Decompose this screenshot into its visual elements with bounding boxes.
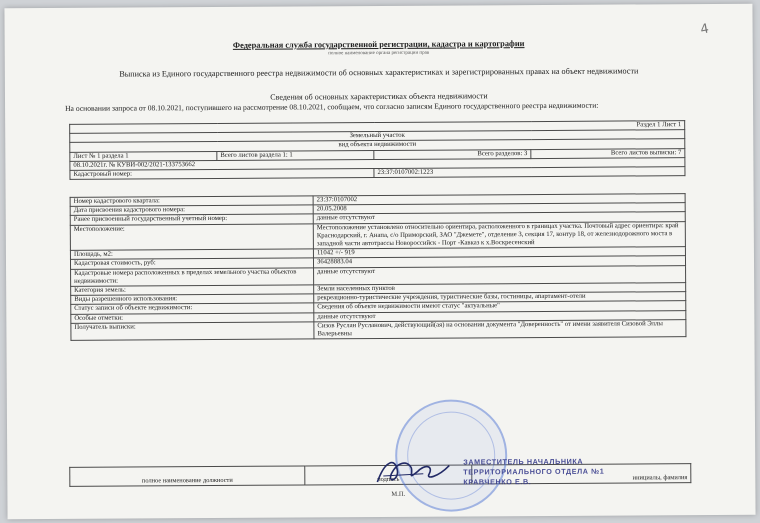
row-value: рекреационно-туристические учреждения, туристические базы, гостиницы, апартамент-отели	[314, 292, 686, 303]
row-label: Дата присвоения кадастрового номера:	[70, 205, 313, 216]
table-row	[71, 319, 686, 340]
handwritten-page-mark: 4	[699, 21, 710, 38]
row-label: Площадь, м2:	[70, 249, 313, 260]
cadastral-value: 23:37:0107002:1223	[374, 167, 685, 178]
row-label: Номер кадастрового квартала:	[70, 196, 313, 207]
row-value: Сведения об объекте недвижимости имеют статус "актуальные"	[314, 301, 686, 312]
total-sections: Всего разделов: 3	[374, 149, 531, 159]
agency-subtitle: полное наименование органа регистрации прав	[328, 50, 430, 57]
stamp-place-mark: М.П.	[391, 490, 406, 498]
cadastral-label: Кадастровый номер:	[70, 169, 374, 180]
name-label: инициалы, фамилия	[472, 464, 691, 484]
total-sheets-section: Всего листов раздела 1: 1	[217, 150, 374, 160]
object-type: Земельный участок	[70, 130, 685, 143]
row-label: Ранее присвоенный государственный учетный номер:	[70, 214, 313, 225]
row-label: Кадастровая стоимость, руб:	[70, 258, 313, 269]
row-value: Местоположение установлено относительно ориентира, расположенного в границах участка. Почтовый адрес ориентира: край Краснодарский, г. Анапа, с/о Приморский, ЗАО "Джемете", отделение 3, секция 17, контур 18, от железнодорожного моста в западной части автотрассы Новороссийск - Порт -Кавказ к х.Воскресенский	[313, 221, 685, 249]
row-label: Категория земель:	[71, 285, 314, 296]
object-type-label: вид объекта недвижимости	[70, 139, 685, 152]
characteristics-table	[70, 193, 687, 341]
row-value: Сизов Руслан Русланович, действующий(ая) на основании документа "Доверенность" от имени заявителя Сизовой Эллы Валерьевны	[314, 319, 686, 339]
table-row	[70, 221, 685, 250]
extract-title: Выписка из Единого государственного реестра недвижимости об основных характеристиках и зарегистрированных правах на объект недвижимости	[119, 66, 639, 79]
row-label: Особые отметки:	[71, 313, 314, 324]
row-value: 36428883.04	[313, 256, 685, 267]
row-value: данные отсутствуют	[314, 310, 686, 321]
official-stamp-text: ЗАМЕСТИТЕЛЬ НАЧАЛЬНИКА ТЕРРИТОРИАЛЬНОГО ОТДЕЛА №1 КРАВЧЕНКО Е.В.	[463, 456, 605, 487]
row-value: данные отсутствуют	[313, 212, 685, 223]
object-header-table	[69, 120, 685, 180]
row-value: 11042 +/- 919	[313, 247, 685, 258]
section-sheet: Раздел 1 Лист 1	[70, 121, 685, 134]
document-sheet	[4, 4, 755, 520]
sheet-number: Лист № 1 раздела 1	[70, 151, 217, 161]
total-sheets: Всего листов выписки: 7	[531, 148, 685, 158]
row-label: Статус записи об объекте недвижимости:	[71, 303, 314, 314]
signature-mark	[373, 454, 453, 490]
row-label: Местоположение:	[70, 224, 313, 251]
agency-title: Федеральная служба государственной регистрации, кадастра и картографии	[232, 39, 525, 50]
signature-label: подпись	[305, 465, 472, 485]
row-label: Получатель выписки:	[71, 322, 314, 341]
row-label: Кадастровые номера расположенных в пределах земельного участка объектов недвижимости:	[71, 268, 314, 287]
basis-text: На основании запроса от 08.10.2021, поступившего на рассмотрение 08.10.2021, сообщаем, что согласно записям Единого государственного реестра недвижимости:	[65, 100, 599, 113]
row-value: 23:37:0107002	[313, 194, 685, 205]
row-value: Земли населенных пунктов	[314, 283, 686, 294]
row-value: 20.05.2008	[313, 203, 685, 214]
position-label: полное наименование должности	[70, 466, 305, 486]
row-label: Виды разрешенного использования:	[71, 294, 314, 305]
row-value: данные отсутствуют	[314, 265, 686, 285]
date-number: 08.10.2021г. № КУВИ-002/2021-133753662	[70, 157, 685, 170]
section-title: Сведения об основных характеристиках объекта недвижимости	[270, 91, 488, 102]
